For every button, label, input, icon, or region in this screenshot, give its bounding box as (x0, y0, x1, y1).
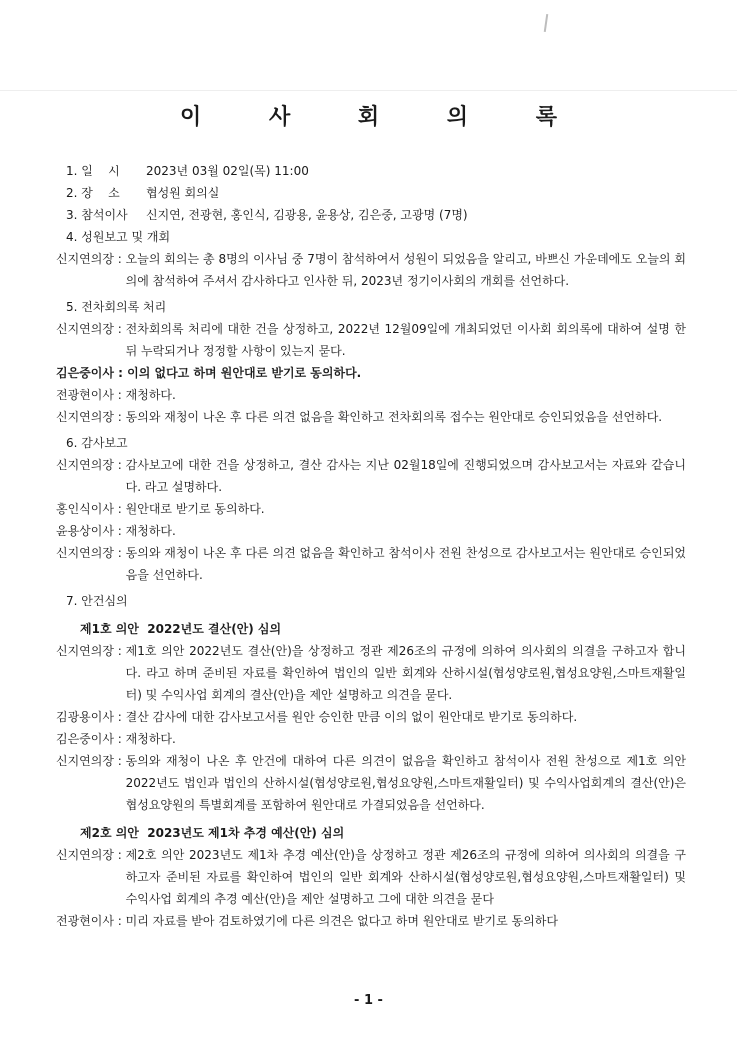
minute-entry: 전광현이사 : 미리 자료를 받아 검토하였기에 다른 의견은 없다고 하며 원안대로 받기로 동의하다 (56, 914, 558, 928)
minute-entry: 홍인식이사 : 원안대로 받기로 동의하다. (56, 502, 265, 516)
header-attendees: 3. 참석이사 신지연, 전광현, 홍인식, 김광용, 윤용상, 김은중, 고광명 (7명) (66, 208, 468, 222)
section-heading-7: 7. 안건심의 (66, 594, 128, 608)
minute-entry: 신지연의장 : 동의와 재청이 나온 후 다른 의견 없음을 확인하고 참석이사 전원 찬성으로 감사보고서는 원안대로 승인되었음을 선언하다. (56, 546, 686, 582)
section-heading-6: 6. 감사보고 (66, 436, 128, 450)
minute-entry: 김은중이사 : 재청하다. (56, 732, 176, 746)
section-heading-5: 5. 전차회의록 처리 (66, 300, 167, 314)
section-heading-4: 4. 성원보고 및 개회 (66, 230, 171, 244)
minute-entry: 신지연의장 : 감사보고에 대한 건을 상정하고, 결산 감사는 지난 02월18일에 진행되었으며 감사보고서는 자료와 같습니다. 라고 설명하다. (56, 458, 686, 494)
minute-entry: 신지연의장 : 오늘의 회의는 총 8명의 이사님 중 7명이 참석하여서 성원이 되었음을 알리고, 바쁘신 가운데에도 오늘의 회의에 참석하여 주셔서 감사하다고 인사한 뒤, 2023년 정기이사회의 개회를 선언하다. (56, 252, 686, 288)
page-number: - 1 - (354, 993, 383, 1008)
minute-entry: 전광현이사 : 재청하다. (56, 388, 176, 402)
agenda-title-1: 제1호 의안 2022년도 결산(안) 심의 (80, 622, 282, 636)
minute-entry: 김광용이사 : 결산 감사에 대한 감사보고서를 원안 승인한 만큼 이의 없이 원안대로 받기로 동의하다. (56, 710, 578, 724)
minute-entry: 신지연의장 : 동의와 재청이 나온 후 다른 의견 없음을 확인하고 전차회의록 접수는 원안대로 승인되었음을 선언하다. (56, 410, 663, 424)
minutes-body (56, 160, 686, 932)
minute-entry: 신지연의장 : 동의와 재청이 나온 후 안건에 대하여 다른 의견이 없음을 확인하고 참석이사 전원 찬성으로 제1호 의안 2022년도 법인과 법인의 산하시설(협성양로원,협성요양원,스마트재활일터) 및 수익사업회계의 결산(안)은 협성요양원의 특별회계를 포함하여 원안대로 가결되었음을 선언하다. (56, 754, 686, 812)
minute-entry: 김은중이사 : 이의 없다고 하며 원안대로 받기로 동의하다. (56, 366, 362, 380)
minute-entry: 신지연의장 : 전차회의록 처리에 대한 건을 상정하고, 2022년 12월09일에 개최되었던 이사회 회의록에 대하여 설명 한 뒤 누락되거나 정정할 사항이 있는지 묻다. (56, 322, 686, 358)
scan-mark (544, 14, 548, 32)
scan-line (0, 90, 737, 91)
header-place: 2. 장 소 협성원 회의실 (66, 186, 220, 200)
minute-entry: 신지연의장 : 제2호 의안 2023년도 제1차 추경 예산(안)을 상정하고 정관 제26조의 규정에 의하여 의사회의 의결을 구하고자 준비된 자료를 확인하여 법인의 일반 회계와 산하시설(협성양로원,협성요양원,스마트재활일터) 및 수익사업 회계의 추경 예산(안)을 제안 설명하고 그에 대한 의견을 묻다 (56, 848, 686, 906)
header-date: 1. 일 시 2023년 03월 02일(목) 11:00 (66, 164, 309, 178)
document-title: 이 사 회 의 록 (180, 105, 587, 130)
minute-entry: 윤용상이사 : 재청하다. (56, 524, 176, 538)
agenda-title-2: 제2호 의안 2023년도 제1차 추경 예산(안) 심의 (80, 826, 345, 840)
minute-entry: 신지연의장 : 제1호 의안 2022년도 결산(안)을 상정하고 정관 제26조의 규정에 의하여 의사회의 의결을 구하고자 합니다. 라고 하며 준비된 자료를 확인하여 법인의 일반 회계와 산하시설(협성양로원,협성요양원,스마트재활일터) 및 수익사업 회계의 결산(안)을 제안 설명하고 의견을 묻다. (56, 644, 686, 702)
